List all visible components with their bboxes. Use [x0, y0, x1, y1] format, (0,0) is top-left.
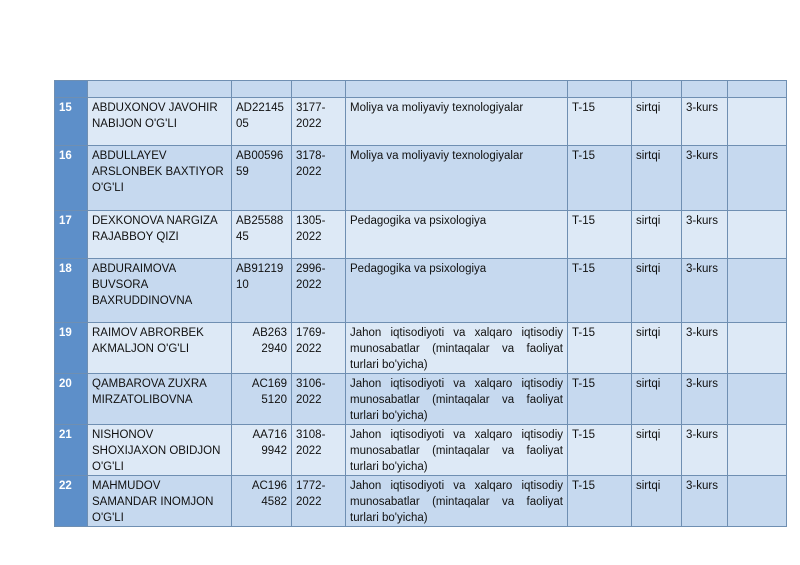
- passport-id: AD22145 05: [232, 98, 292, 146]
- header-cell: [88, 81, 232, 98]
- study-form: sirtqi: [632, 374, 682, 425]
- header-cell: [232, 81, 292, 98]
- table-row: [55, 476, 787, 527]
- table-row: [55, 425, 787, 476]
- row-number: 21: [55, 425, 88, 476]
- program-name: Pedagogika va psixologiya: [346, 211, 568, 259]
- group-code: T-15: [568, 374, 632, 425]
- program-name: Jahon iqtisodiyoti va xalqaro iqtisodiy munosabatlar (mintaqalar va faoliyat turlari bo'yicha): [346, 374, 568, 425]
- course-year: 3-kurs: [682, 211, 728, 259]
- program-name: Pedagogika va psixologiya: [346, 259, 568, 323]
- passport-id: AB263 2940: [232, 323, 292, 374]
- record-code: 3177- 2022: [292, 98, 346, 146]
- course-year: 3-kurs: [682, 323, 728, 374]
- row-number: 19: [55, 323, 88, 374]
- row-number: 18: [55, 259, 88, 323]
- record-code: 1305- 2022: [292, 211, 346, 259]
- program-name: Jahon iqtisodiyoti va xalqaro iqtisodiy munosabatlar (mintaqalar va faoliyat turlari bo'yicha): [346, 425, 568, 476]
- record-code: 3178- 2022: [292, 146, 346, 211]
- header-row: [55, 81, 787, 98]
- passport-id: AC169 5120: [232, 374, 292, 425]
- passport-id: AB25588 45: [232, 211, 292, 259]
- empty-cell: [728, 211, 787, 259]
- header-cell: [568, 81, 632, 98]
- header-cell: [728, 81, 787, 98]
- header-cell: [292, 81, 346, 98]
- group-code: T-15: [568, 98, 632, 146]
- group-code: T-15: [568, 323, 632, 374]
- table-row: [55, 259, 787, 323]
- row-number: 16: [55, 146, 88, 211]
- program-name: Jahon iqtisodiyoti va xalqaro iqtisodiy munosabatlar (mintaqalar va faoliyat turlari bo'yicha): [346, 323, 568, 374]
- student-name: DEXKONOVA NARGIZA RAJABBOY QIZI: [88, 211, 232, 259]
- student-name: RAIMOV ABRORBEK AKMALJON O'G'LI: [88, 323, 232, 374]
- empty-cell: [728, 374, 787, 425]
- table-row: [55, 98, 787, 146]
- row-number: 15: [55, 98, 88, 146]
- students-table: [54, 80, 787, 527]
- student-name: NISHONOV SHOXIJAXON OBIDJON O'G'LI: [88, 425, 232, 476]
- passport-id: AB91219 10: [232, 259, 292, 323]
- record-code: 2996- 2022: [292, 259, 346, 323]
- header-num-cell: [55, 81, 88, 98]
- row-number: 17: [55, 211, 88, 259]
- empty-cell: [728, 146, 787, 211]
- group-code: T-15: [568, 425, 632, 476]
- record-code: 3106- 2022: [292, 374, 346, 425]
- passport-id: AA716 9942: [232, 425, 292, 476]
- course-year: 3-kurs: [682, 476, 728, 527]
- table-row: [55, 211, 787, 259]
- record-code: 3108- 2022: [292, 425, 346, 476]
- study-form: sirtqi: [632, 211, 682, 259]
- study-form: sirtqi: [632, 98, 682, 146]
- record-code: 1769- 2022: [292, 323, 346, 374]
- group-code: T-15: [568, 476, 632, 527]
- header-cell: [346, 81, 568, 98]
- study-form: sirtqi: [632, 476, 682, 527]
- header-cell: [632, 81, 682, 98]
- group-code: T-15: [568, 259, 632, 323]
- header-cell: [682, 81, 728, 98]
- group-code: T-15: [568, 211, 632, 259]
- empty-cell: [728, 323, 787, 374]
- empty-cell: [728, 259, 787, 323]
- student-name: MAHMUDOV SAMANDAR INOMJON O'G'LI: [88, 476, 232, 527]
- course-year: 3-kurs: [682, 146, 728, 211]
- student-name: ABDULLAYEV ARSLONBEK BAXTIYOR O'G'LI: [88, 146, 232, 211]
- program-name: Jahon iqtisodiyoti va xalqaro iqtisodiy munosabatlar (mintaqalar va faoliyat turlari bo'yicha): [346, 476, 568, 527]
- course-year: 3-kurs: [682, 98, 728, 146]
- course-year: 3-kurs: [682, 374, 728, 425]
- row-number: 20: [55, 374, 88, 425]
- table-row: [55, 323, 787, 374]
- passport-id: AB00596 59: [232, 146, 292, 211]
- study-form: sirtqi: [632, 425, 682, 476]
- program-name: Moliya va moliyaviy texnologiyalar: [346, 146, 568, 211]
- record-code: 1772- 2022: [292, 476, 346, 527]
- empty-cell: [728, 425, 787, 476]
- course-year: 3-kurs: [682, 259, 728, 323]
- group-code: T-15: [568, 146, 632, 211]
- student-name: QAMBAROVA ZUXRA MIRZATOLIBOVNA: [88, 374, 232, 425]
- course-year: 3-kurs: [682, 425, 728, 476]
- table-row: [55, 374, 787, 425]
- student-name: ABDUXONOV JAVOHIR NABIJON O'G'LI: [88, 98, 232, 146]
- study-form: sirtqi: [632, 146, 682, 211]
- empty-cell: [728, 98, 787, 146]
- program-name: Moliya va moliyaviy texnologiyalar: [346, 98, 568, 146]
- table-row: [55, 146, 787, 211]
- student-name: ABDURAIMOVA BUVSORA BAXRUDDINOVNA: [88, 259, 232, 323]
- study-form: sirtqi: [632, 323, 682, 374]
- study-form: sirtqi: [632, 259, 682, 323]
- row-number: 22: [55, 476, 88, 527]
- empty-cell: [728, 476, 787, 527]
- passport-id: AC196 4582: [232, 476, 292, 527]
